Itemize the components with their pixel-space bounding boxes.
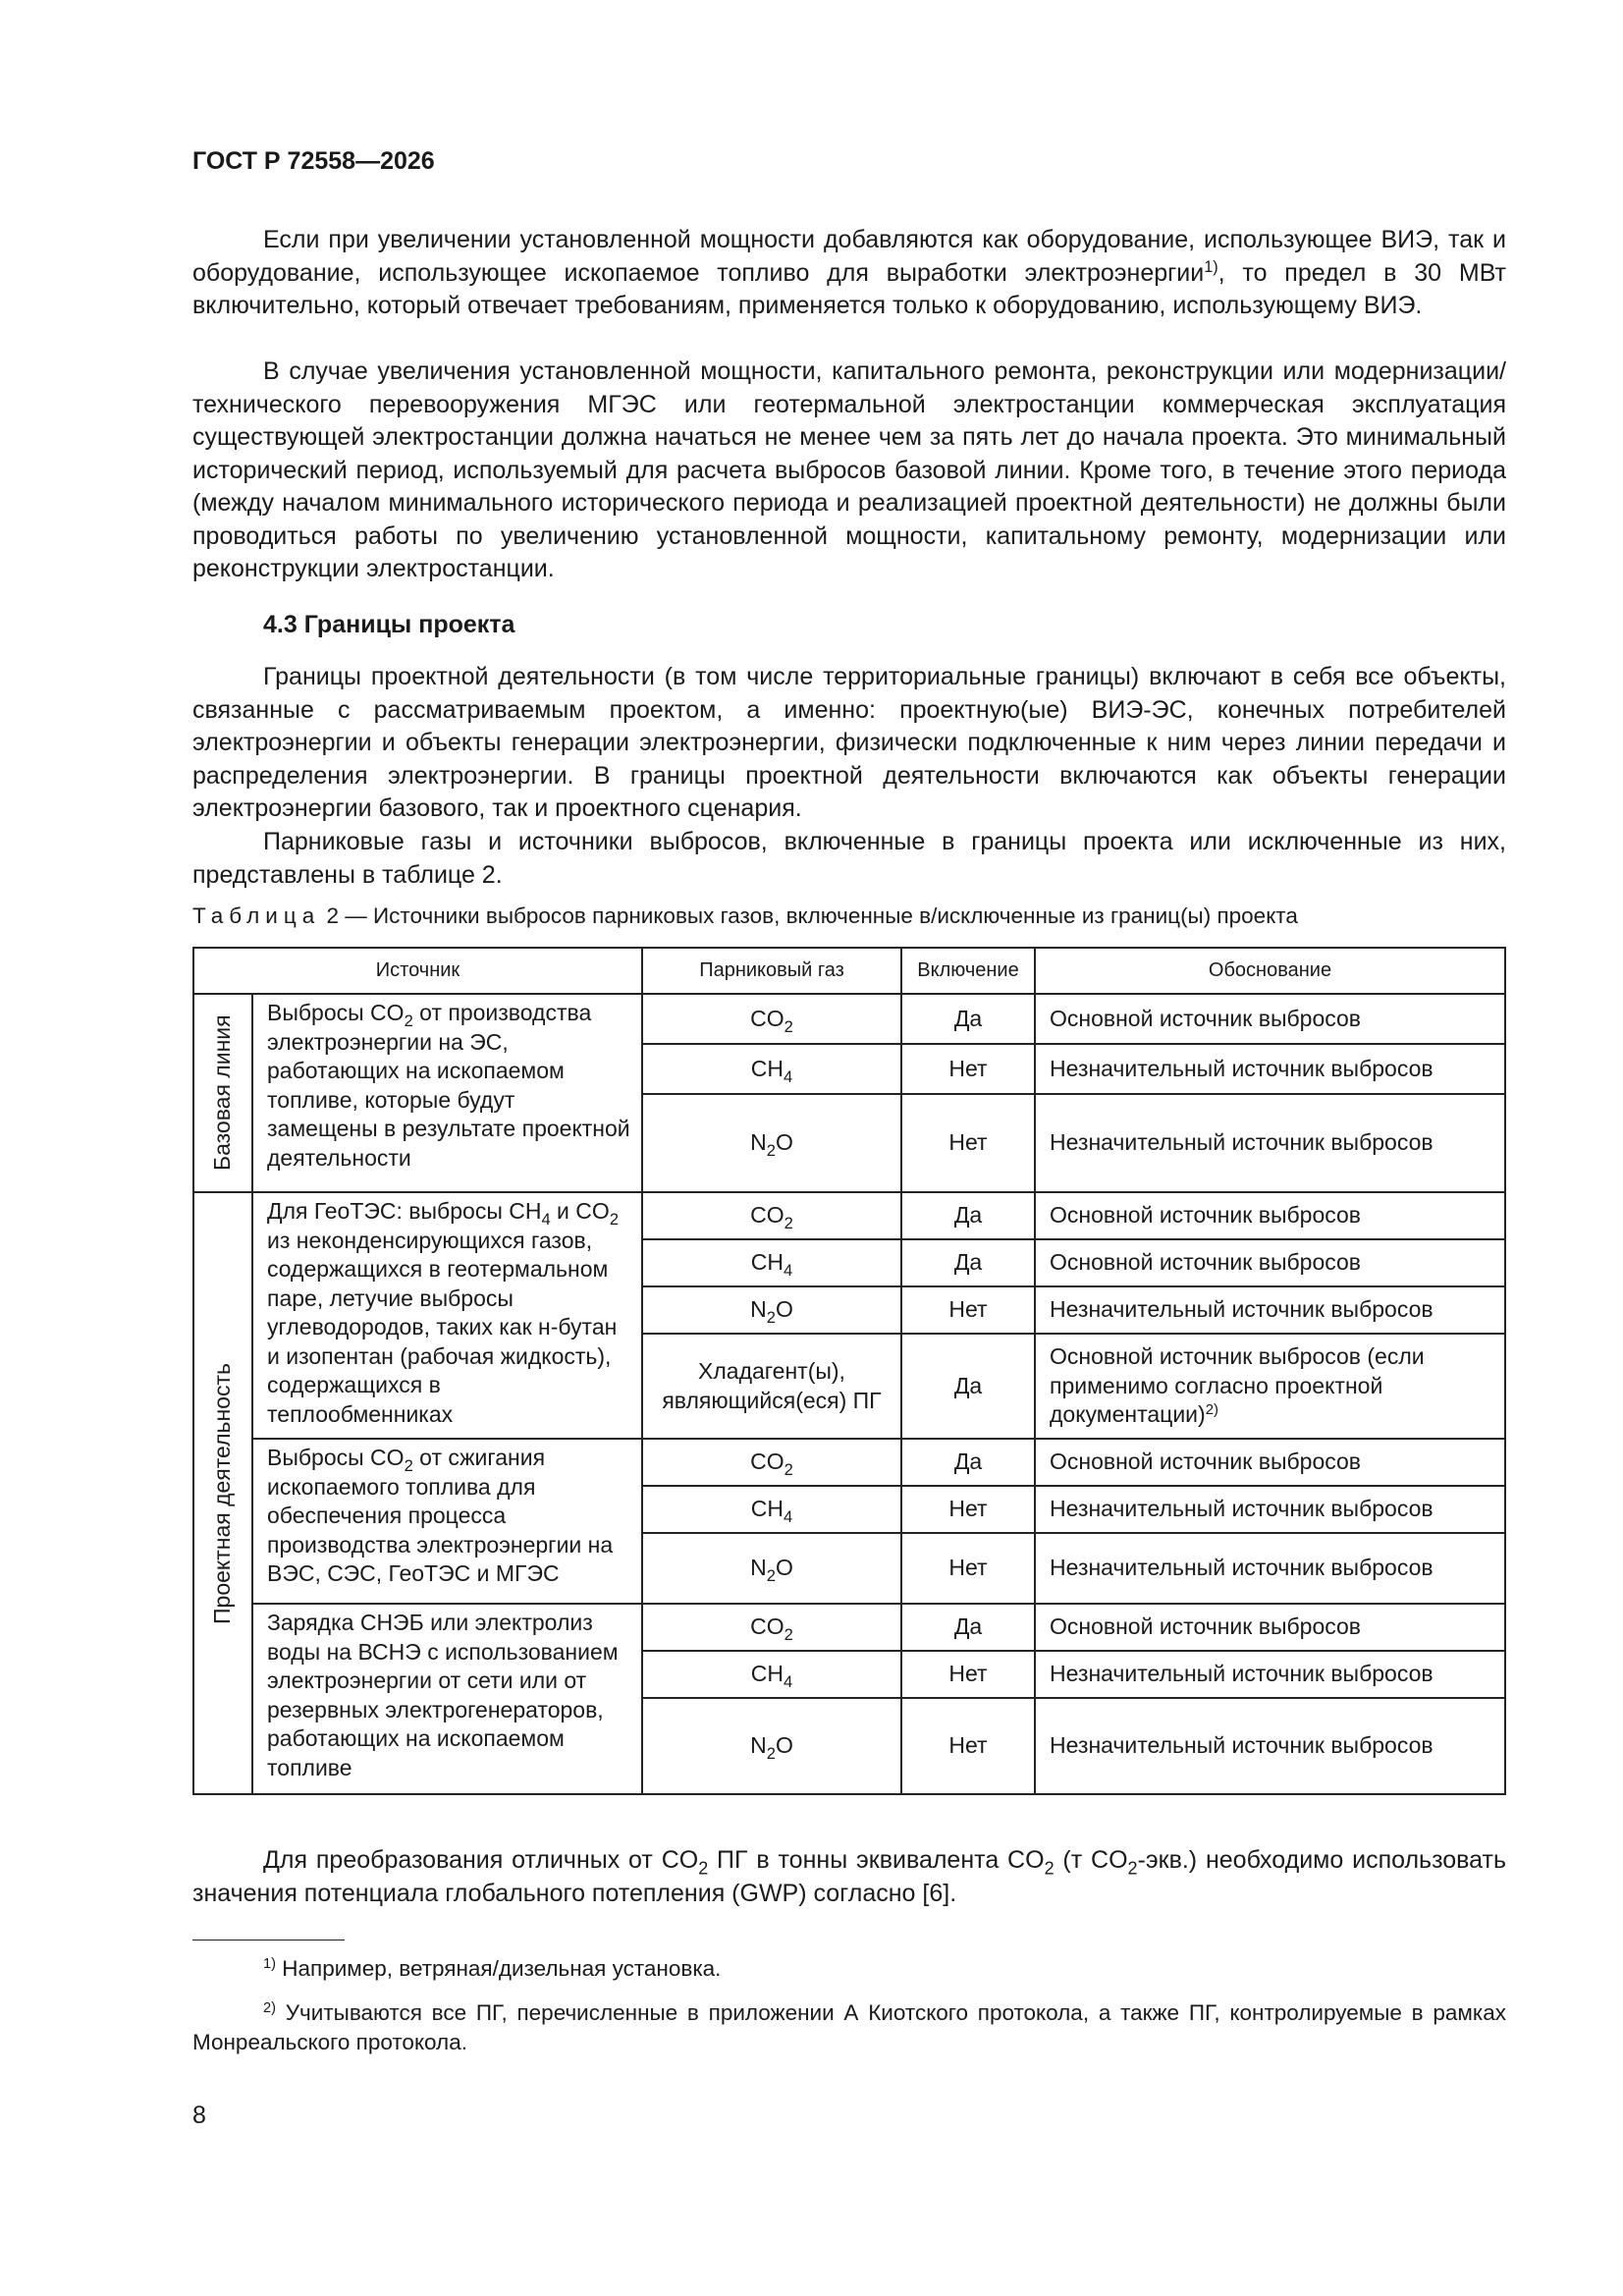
table-row bbox=[193, 1604, 1505, 1651]
gas-cell: $CH_4$ bbox=[642, 1486, 901, 1533]
inclusion-cell: Да bbox=[901, 1604, 1035, 1651]
footnote-ref-1: 1) bbox=[1204, 257, 1218, 276]
source-cell: Выбросы $CO_2$ от производства электроэнергии на ЭС, работающих на ископаемом топливе, которые будут замещены в результате проектной деятельности bbox=[252, 994, 642, 1192]
gas-cell: Хладагент(ы), являющийся(еся) ПГ bbox=[642, 1334, 901, 1439]
footnote-divider bbox=[192, 1940, 345, 1941]
justification-cell: Основной источник выбросов bbox=[1035, 1604, 1505, 1651]
inclusion-cell: Нет bbox=[901, 1533, 1035, 1604]
source-cell: Зарядка СНЭБ или электролиз воды на ВСНЭ с использованием электроэнергии от сети или от резервных электрогенераторов, работающих на ископаемом топливе bbox=[252, 1604, 642, 1794]
header-inclusion: Включение bbox=[901, 948, 1035, 994]
header-gas: Парниковый газ bbox=[642, 948, 901, 994]
footnote-1: $^{1)}$ Например, ветряная/дизельная установка. bbox=[263, 1955, 722, 1981]
justification-cell: Незначительный источник выбросов bbox=[1035, 1044, 1505, 1094]
justification-cell: Незначительный источник выбросов bbox=[1035, 1651, 1505, 1698]
justification-cell: Незначительный источник выбросов bbox=[1035, 1533, 1505, 1604]
justification-cell: Основной источник выбросов bbox=[1035, 994, 1505, 1044]
paragraph-5: Для преобразования отличных от $CO_2$ ПГ в тонны эквивалента $CO_2$ (т $CO_2-экв$.) необходимо использовать значения потенциала глобального потепления (GWP) согласно [6]. bbox=[192, 1846, 1506, 1907]
source-cell: Для ГеоТЭС: выбросы $CH_4$ и $CO_2$ из неконденсирующихся газов, содержащихся в геотермальном паре, летучие выбросы углеводородов, таких как н-бутан и изопентан (рабочая жидкость), содержащихся в теплообменниках bbox=[252, 1192, 642, 1439]
group-project: Проектная деятельность bbox=[193, 1192, 252, 1794]
group-baseline: Базовая линия bbox=[193, 994, 252, 1192]
gas-cell: $N_2O$ bbox=[642, 1533, 901, 1604]
paragraph-2: В случае увеличения установленной мощности, капитального ремонта, реконструкции или модернизации/технического перевооружения МГЭС или геотермальной электростанции коммерческая эксплуатация существующей электростанции должна начаться не менее чем за пять лет до начала проекта. Это минимальный исторический период, используемый для расчета выбросов базовой линии. Кроме того, в течение этого периода (между началом минимального исторического периода и реализацией проектной деятельности) не должны были проводиться работы по увеличению установленной мощности, капитальному ремонту, модернизации или реконструкции электростанции. bbox=[192, 357, 1506, 582]
table-row bbox=[193, 1439, 1505, 1486]
footnote-2: $^{2)}$ Учитываются все ПГ, перечисленные в приложении А Киотского протокола, а также ПГ, контролируемые в рамках Монреальского протокола. bbox=[192, 1999, 1506, 2054]
inclusion-cell: Да bbox=[901, 1239, 1035, 1286]
inclusion-cell: Да bbox=[901, 1192, 1035, 1239]
paragraph-1: Если при увеличении установленной мощности добавляются как оборудование, использующее ВИЭ, так и оборудование, использующее ископаемое топливо для выработки электроэнергии$^{1)}$, то предел в 30 МВт включительно, который отвечает требованиям, применяется только к оборудованию, использующему ВИЭ. bbox=[192, 226, 1506, 319]
header-justification: Обоснование bbox=[1035, 948, 1505, 994]
justification-cell: Основной источник выбросов (если применимо согласно проектной документации)$^{2)}$ bbox=[1035, 1334, 1505, 1439]
table-caption: Таблица 2 — Источники выбросов парниковых газов, включенные в/исключенные из границ(ы) проекта bbox=[192, 903, 1298, 928]
emissions-table bbox=[192, 947, 1506, 1795]
gas-cell: $CO_2$ bbox=[642, 1192, 901, 1239]
inclusion-cell: Нет bbox=[901, 1651, 1035, 1698]
inclusion-cell: Да bbox=[901, 1334, 1035, 1439]
paragraph-3: Границы проектной деятельности (в том числе территориальные границы) включают в себя все объекты, связанные с рассматриваемым проектом, а именно: проектную(ые) ВИЭ-ЭС, конечных потребителей электроэнергии и объекты генерации электроэнергии, физически подключенные к ним через линии передачи и распределения электроэнергии. В границы проектной деятельности включаются как объекты генерации электроэнергии базового, так и проектного сценария. bbox=[192, 663, 1506, 822]
gas-cell: $CH_4$ bbox=[642, 1239, 901, 1286]
justification-cell: Основной источник выбросов bbox=[1035, 1239, 1505, 1286]
gas-cell: $CH_4$ bbox=[642, 1651, 901, 1698]
gas-cell: $CH_4$ bbox=[642, 1044, 901, 1094]
gas-cell: $CO_2$ bbox=[642, 994, 901, 1044]
inclusion-cell: Да bbox=[901, 1439, 1035, 1486]
source-cell: Выбросы $CO_2$ от сжигания ископаемого топлива для обеспечения процесса производства электроэнергии на ВЭС, СЭС, ГеоТЭС и МГЭС bbox=[252, 1439, 642, 1604]
gas-cell: $N_2O$ bbox=[642, 1698, 901, 1794]
gas-cell: $CO_2$ bbox=[642, 1604, 901, 1651]
page-number: 8 bbox=[192, 2102, 206, 2129]
inclusion-cell: Да bbox=[901, 994, 1035, 1044]
gas-cell: $N_2O$ bbox=[642, 1286, 901, 1334]
inclusion-cell: Нет bbox=[901, 1486, 1035, 1533]
footnote-ref-2: 2) bbox=[1205, 1401, 1218, 1419]
table-row bbox=[193, 994, 1505, 1044]
justification-cell: Незначительный источник выбросов bbox=[1035, 1486, 1505, 1533]
header-source: Источник bbox=[193, 948, 642, 994]
inclusion-cell: Нет bbox=[901, 1094, 1035, 1192]
justification-cell: Незначительный источник выбросов bbox=[1035, 1286, 1505, 1334]
justification-cell: Основной источник выбросов bbox=[1035, 1439, 1505, 1486]
table-row bbox=[193, 1192, 1505, 1239]
inclusion-cell: Нет bbox=[901, 1698, 1035, 1794]
justification-cell: Основной источник выбросов bbox=[1035, 1192, 1505, 1239]
justification-cell: Незначительный источник выбросов bbox=[1035, 1094, 1505, 1192]
justification-cell: Незначительный источник выбросов bbox=[1035, 1698, 1505, 1794]
inclusion-cell: Нет bbox=[901, 1044, 1035, 1094]
gas-cell: $N_2O$ bbox=[642, 1094, 901, 1192]
paragraph-4: Парниковые газы и источники выбросов, включенные в границы проекта или исключенные из них, представлены в таблице 2. bbox=[192, 828, 1506, 889]
gas-cell: $CO_2$ bbox=[642, 1439, 901, 1486]
table-header-row bbox=[193, 948, 1505, 994]
document-header: ГОСТ Р 72558—2026 bbox=[192, 147, 435, 175]
inclusion-cell: Нет bbox=[901, 1286, 1035, 1334]
section-title: 4.3 Границы проекта bbox=[263, 611, 515, 638]
